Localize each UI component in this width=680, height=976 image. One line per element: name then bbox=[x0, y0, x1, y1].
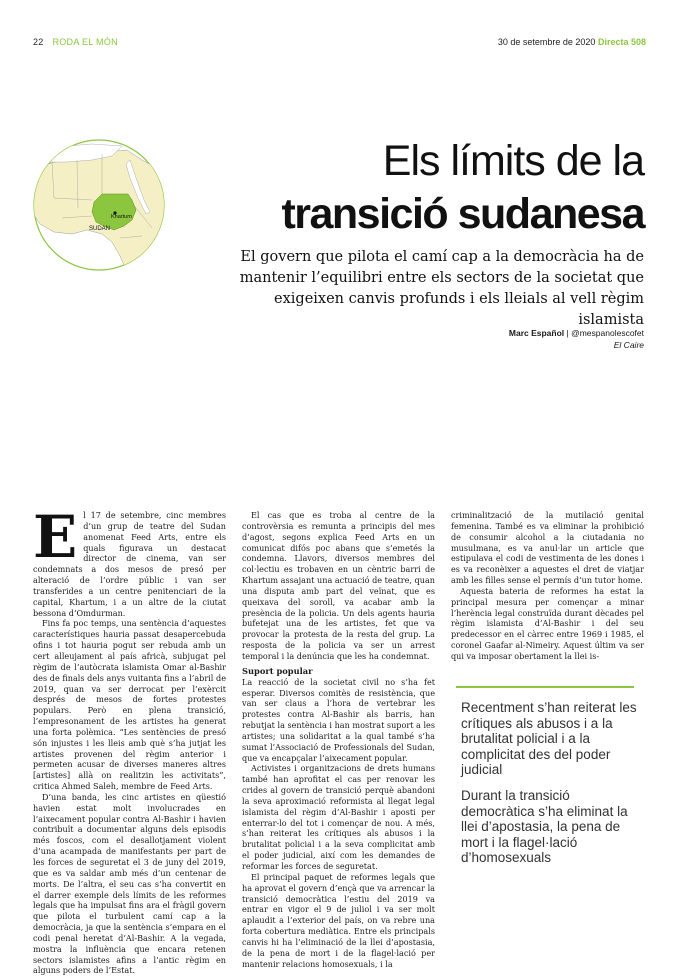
body-column-2 bbox=[242, 510, 435, 969]
pull-quote bbox=[461, 700, 641, 876]
issue-date: 30 de setembre de 2020 bbox=[497, 37, 596, 47]
author-name: Marc Español bbox=[508, 328, 565, 338]
drop-cap: E bbox=[33, 503, 78, 571]
body-column-1 bbox=[33, 503, 226, 976]
body-paragraph: l 17 de setembre, cinc membres d’un grup de teatre del Sudan anomenat Feed Arts, entre els quals figurava un destacat director de cinema, van ser condemnats a dos mesos de presó per alteració de l’ordre públic i van ser transferides a un centre penitenciari de la capital, Khartum, i a un altre de la ciutat bessona d’Omdurman. bbox=[33, 510, 226, 618]
body-paragraph: criminalització de la mutilació genital femenina. També es va eliminar la prohibició de consumir alcohol a la ciutadania no musulmana, es va anul·lar un article que estipulava el codi de vestimenta de les dones i es va reconèixer a aquestes el dret de viatjar amb les filles sense el permís d’un tutor home. bbox=[451, 510, 644, 586]
pull-quote-text-1: Recentment s’han reiterat les crítiques als abusos i a la brutalitat policial i a la complicitat des del poder judicial bbox=[461, 700, 637, 778]
body-paragraph: La reacció de la societat civil no s’ha fet esperar. Diversos comitès de resistència, que van ser claus a l’hora de vertebrar les protestes contra Al-Bashir als barris, han rebutjat la sentència i han mostrat suport a les artistes; una solidaritat a la qual també s’ha sumat l’Associació de Professionals del Sudan, que va encapçalar l’aixecament popular. bbox=[242, 676, 435, 763]
page-header-left bbox=[33, 37, 118, 47]
body-paragraph: Fins fa poc temps, una sentència d’aquestes característiques hauria passat desapercebuda ofins i tot hauria pogut ser rebuda amb un cert alleujament al país africà, subjugat pel règim de l’autòcrata islamista Omar al-Bashir des de finals dels anys vuitanta fins a l’abril de 2019, quan va ser derrocat per l’exèrcit després de mesos de fortes protestes populars. Però en plena transició, l’empresonament de les artistes ha generat una forta polèmica. “Les sentències de presó són injustes i les lleis amb què s’ha jutjat les artistes provenen del règim anterior i permeten acusar de diverses maneres altres [artistes] allà on realitzin les activitats”, critica Ahmed Saleh, membre de Feed Arts. bbox=[33, 618, 226, 792]
byline bbox=[509, 327, 644, 351]
brand-name: Directa 508 bbox=[597, 37, 646, 47]
body-paragraph: El principal paquet de reformes legals que ha aprovat el govern d’ençà que va arrencar la transició democràtica l’estiu del 2019 va entrar en vigor el 9 de juliol i va ser molt aplaudit a l’exterior del país, on va rebre una forta cobertura mediàtica. Entre els principals canvis hi ha l’eliminació de la llei d’apostasia, de la pena de mort i de la flagel·lació per mantenir relacions homosexuals, i la bbox=[242, 871, 435, 969]
body-paragraph: El cas que es troba al centre de la controvèrsia es remunta a principis del mes d’agost, segons explica Feed Arts en un comunicat difós poc abans que s’emetés la condemna. Llavors, diversos membres del col·lectiu es trobaven en un cèntric barri de Khartum assajant una actuació de teatre, quan una disputa amb part del veïnat, que es queixava del soroll, va acabar amb la presència de la policia. Un dels agents hauria bufetejat una de les artistes, fet que va provocar la protesta de la resta del grup. La resposta de la policia va ser un arrest temporal i la denúncia que les ha condemnat. bbox=[242, 510, 435, 661]
body-paragraph: Aquesta bateria de reformes ha estat la principal mesura per començar a minar l’herència legal construïda durant dècades pel règim islamista d’Al-Bashir i del seu predecessor en el càrrec entre 1969 i 1985, el coronel Gaafar al-Nimeiry. Aquest últim va ser qui va imposar obertament la llei is- bbox=[451, 585, 644, 661]
page-number: 22 bbox=[33, 37, 44, 47]
body-paragraph: Activistes i organitzacions de drets humans també han aprofitat el cas per renovar les crides al govern de transició perquè abandoni la seva aproximació reformista al llegat legal islamista del règim d’Al-Bashir i aposti per enterrar-lo del tot i començar de nou. A més, s’han reiterat les crítiques als abusos i la brutalitat policial i a la seva complicitat amb el poder judicial, així com les demandes de reformar les forces de seguretat. bbox=[242, 763, 435, 871]
body-column-3 bbox=[451, 510, 644, 662]
subheading: Suport popular bbox=[242, 665, 313, 676]
headline-line-2: transició sudanesa bbox=[281, 190, 644, 238]
author-handle: | @mespanolescofet bbox=[564, 328, 644, 338]
body-paragraph: D’una banda, les cinc artistes en qüestió havien estat molt involucrades en l’aixecament popular contra Al-Bashir i havien contribuït a documentar alguns dels episodis més foscos, com el desallotjament violent d’una acampada de manifestants per part de les forces de seguretat el 3 de juny del 2019, que es va saldar amb més d’un centenar de morts. De l’altra, el seu cas s’ha convertit en el darrer exemple dels límits de les reformes legals que ha impulsat fins ara el fràgil govern que pilota el turbulent camí cap a la democràcia, ja que la sentència s’empara en el codi penal heretat d’Al-Bashir. A la vegada, mostra la influència que encara retenen sectors islamistes afins a l’antic règim en alguns poders de l’Estat. bbox=[33, 791, 226, 976]
section-name: RODA EL MÓN bbox=[52, 37, 118, 47]
page-header-right bbox=[498, 37, 646, 47]
pull-quote-rule bbox=[456, 686, 634, 688]
khartum-label: Khartum bbox=[111, 214, 132, 220]
standfirst: El govern que pilota el camí cap a la democràcia ha de mantenir l’equilibri entre els sectors de la societat que exigeixen canvis profunds i els lleials al vell règim islamista bbox=[239, 249, 644, 328]
pull-quote-text-2: Durant la transició democràtica s’ha eliminat la llei d’apostasia, la pena de mort i la flagel·lació d’homosexuals bbox=[461, 787, 628, 866]
sudan-locator-map bbox=[32, 138, 166, 272]
headline-line-1: Els límits de la bbox=[382, 137, 644, 185]
sudan-label: SUDAN bbox=[89, 226, 111, 232]
dateline-city: El Caire bbox=[613, 340, 644, 350]
